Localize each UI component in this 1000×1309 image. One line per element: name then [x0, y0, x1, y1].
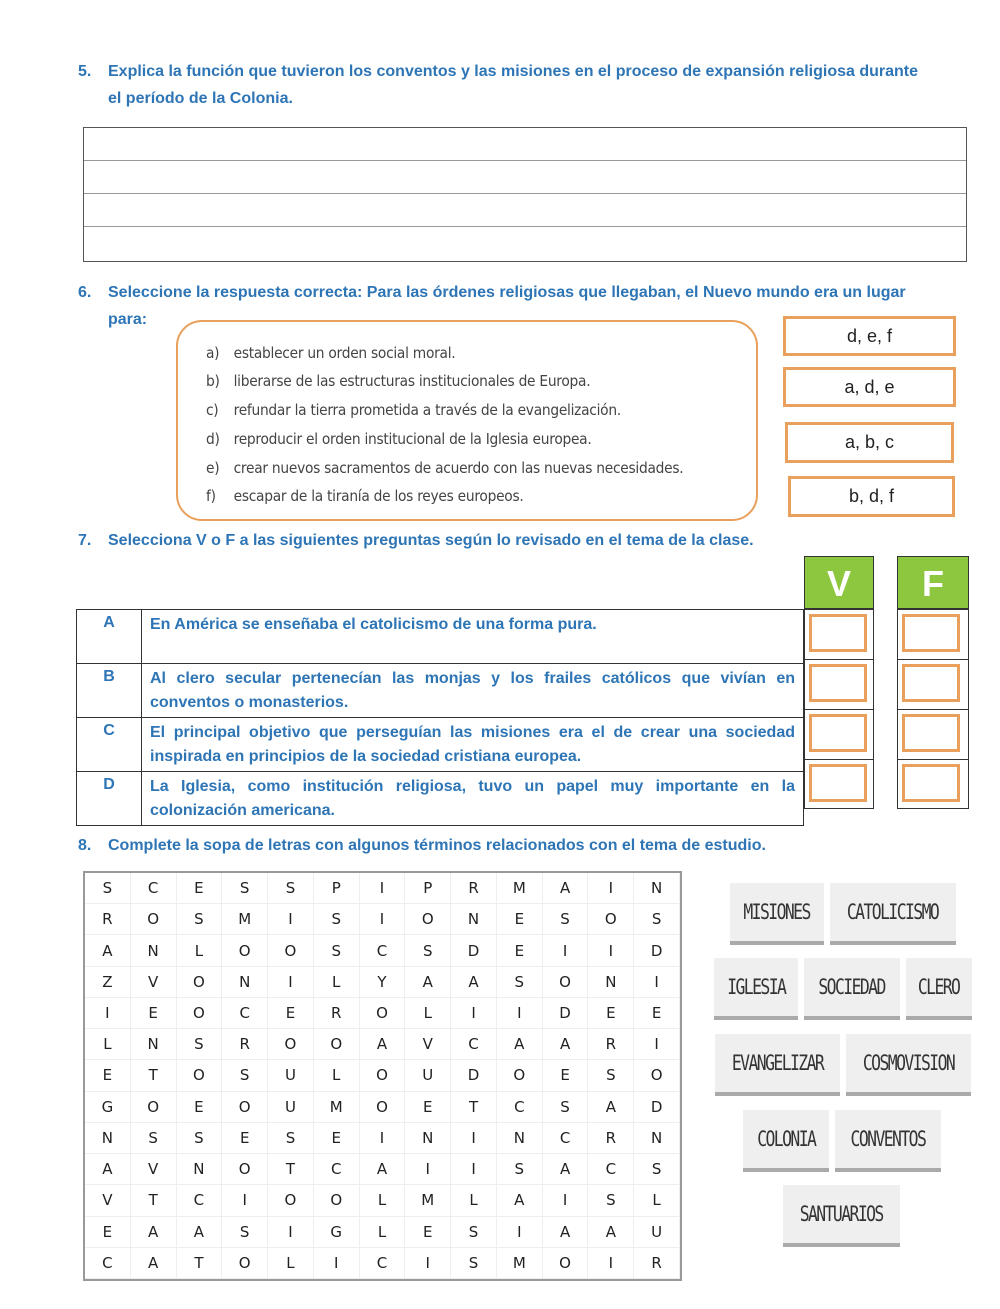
grid-letter[interactable]: C	[314, 1154, 360, 1185]
grid-letter[interactable]: L	[314, 967, 360, 998]
grid-letter[interactable]: I	[314, 1248, 360, 1279]
option-letter: b)	[206, 372, 220, 390]
grid-letter[interactable]: C	[451, 1029, 497, 1060]
grid-letter[interactable]: S	[634, 904, 680, 935]
true-column	[804, 609, 874, 809]
option-item	[206, 372, 590, 390]
grid-letter[interactable]: D	[634, 935, 680, 966]
grid-letter[interactable]: A	[405, 967, 451, 998]
option-text: crear nuevos sacramentos de acuerdo con las nuevas necesidades.	[233, 459, 684, 477]
true-checkbox[interactable]	[809, 664, 867, 702]
grid-letter[interactable]: G	[314, 1217, 360, 1248]
grid-letter[interactable]: V	[131, 1154, 177, 1185]
grid-letter[interactable]: L	[177, 935, 223, 966]
grid-letter[interactable]: L	[405, 998, 451, 1029]
grid-letter[interactable]: S	[634, 1154, 680, 1185]
answer-cell	[805, 709, 873, 759]
grid-letter[interactable]: T	[131, 1060, 177, 1091]
row-statement: El principal objetivo que perseguían las misiones era el de crear una sociedad inspirada en principios de la sociedad cristiana europea.	[142, 718, 804, 772]
grid-letter[interactable]: A	[497, 1029, 543, 1060]
option-letter: e)	[206, 459, 220, 477]
grid-letter[interactable]: S	[131, 1123, 177, 1154]
row-statement: En América se enseñaba el catolicismo de una forma pura.	[142, 610, 804, 664]
grid-letter[interactable]: A	[543, 1217, 589, 1248]
true-checkbox[interactable]	[809, 714, 867, 752]
row-letter: A	[77, 610, 142, 664]
answer-cell	[805, 759, 873, 809]
grid-letter[interactable]: D	[543, 998, 589, 1029]
grid-letter[interactable]: S	[177, 1029, 223, 1060]
question-7	[78, 527, 754, 554]
grid-letter[interactable]: G	[85, 1092, 131, 1123]
grid-letter[interactable]: E	[497, 935, 543, 966]
answer-cell	[805, 659, 873, 709]
grid-letter[interactable]: C	[85, 1248, 131, 1279]
grid-letter[interactable]: A	[131, 1248, 177, 1279]
grid-letter[interactable]: R	[222, 1029, 268, 1060]
question-text: Seleccione la respuesta correcta: Para las órdenes religiosas que llegaban, el Nuevo mundo era un lugar	[108, 284, 906, 301]
option-item	[206, 459, 683, 477]
grid-letter[interactable]: N	[634, 1123, 680, 1154]
word-bank-item[interactable]	[730, 883, 824, 945]
grid-letter[interactable]: N	[405, 1123, 451, 1154]
grid-letter[interactable]: E	[85, 1060, 131, 1091]
row-letter: D	[77, 772, 142, 826]
grid-letter[interactable]: I	[360, 904, 406, 935]
grid-letter[interactable]: A	[543, 1029, 589, 1060]
question-text: Selecciona V o F a las siguientes preguntas según lo revisado en el tema de la clase.	[108, 532, 754, 549]
grid-letter[interactable]: E	[314, 1123, 360, 1154]
table-row	[77, 610, 804, 664]
answer-cell	[805, 609, 873, 659]
word-label: SANTUARIOS	[799, 1202, 884, 1226]
grid-letter[interactable]: N	[131, 1029, 177, 1060]
grid-letter[interactable]: O	[314, 1029, 360, 1060]
question-number: 6.	[78, 284, 92, 301]
grid-letter[interactable]: O	[314, 1185, 360, 1216]
word-label: CATOLICISMO	[847, 900, 939, 924]
option-letter: a)	[206, 344, 220, 362]
grid-letter[interactable]: D	[634, 1092, 680, 1123]
option-letter: f)	[206, 487, 216, 505]
grid-letter[interactable]: S	[268, 873, 314, 904]
grid-letter[interactable]: R	[314, 998, 360, 1029]
true-header: V	[804, 556, 874, 609]
grid-letter[interactable]: P	[405, 873, 451, 904]
word-label: SOCIEDAD	[818, 975, 886, 999]
grid-letter[interactable]: L	[268, 1248, 314, 1279]
grid-letter[interactable]: I	[268, 1217, 314, 1248]
word-label: EVANGELIZAR	[731, 1051, 824, 1075]
grid-letter[interactable]: C	[497, 1092, 543, 1123]
grid-letter[interactable]: C	[177, 1185, 223, 1216]
answer-line[interactable]	[84, 227, 966, 260]
grid-letter[interactable]: O	[222, 935, 268, 966]
answer-line[interactable]	[84, 128, 966, 161]
grid-letter[interactable]: O	[222, 1154, 268, 1185]
option-letter: d)	[206, 430, 220, 448]
grid-letter[interactable]: I	[268, 967, 314, 998]
grid-letter[interactable]: U	[405, 1060, 451, 1091]
grid-letter[interactable]: S	[543, 904, 589, 935]
grid-letter[interactable]: A	[131, 1217, 177, 1248]
grid-letter[interactable]: I	[588, 873, 634, 904]
grid-letter[interactable]: D	[451, 1060, 497, 1091]
grid-letter[interactable]: O	[131, 1092, 177, 1123]
word-bank-item[interactable]	[835, 1110, 941, 1172]
grid-letter[interactable]: Z	[85, 967, 131, 998]
grid-letter[interactable]: I	[543, 1185, 589, 1216]
grid-letter[interactable]: A	[497, 1185, 543, 1216]
grid-letter[interactable]: O	[268, 935, 314, 966]
grid-letter[interactable]: E	[588, 998, 634, 1029]
answer-choice-button[interactable]: b, d, f	[788, 476, 955, 517]
grid-letter[interactable]: O	[588, 904, 634, 935]
grid-letter[interactable]: T	[268, 1154, 314, 1185]
grid-letter[interactable]: M	[222, 904, 268, 935]
grid-letter[interactable]: I	[85, 998, 131, 1029]
grid-letter[interactable]: E	[634, 998, 680, 1029]
grid-letter[interactable]: L	[360, 1217, 406, 1248]
grid-letter[interactable]: V	[405, 1029, 451, 1060]
grid-letter[interactable]: S	[497, 1154, 543, 1185]
grid-letter[interactable]: I	[405, 1248, 451, 1279]
grid-letter[interactable]: E	[405, 1217, 451, 1248]
grid-letter[interactable]: O	[634, 1060, 680, 1091]
grid-letter[interactable]: A	[543, 1154, 589, 1185]
grid-letter[interactable]: N	[451, 904, 497, 935]
answer-cell	[898, 659, 968, 709]
true-checkbox[interactable]	[809, 764, 867, 802]
grid-letter[interactable]: E	[131, 998, 177, 1029]
word-bank-item[interactable]	[830, 883, 956, 945]
grid-letter[interactable]: I	[588, 1248, 634, 1279]
grid-letter[interactable]: C	[588, 1154, 634, 1185]
grid-letter[interactable]: C	[131, 873, 177, 904]
word-bank-item[interactable]	[714, 958, 798, 1020]
grid-letter[interactable]: O	[360, 998, 406, 1029]
grid-letter[interactable]: R	[634, 1248, 680, 1279]
grid-letter[interactable]: O	[222, 1248, 268, 1279]
grid-letter[interactable]: L	[314, 1060, 360, 1091]
word-bank-item[interactable]	[783, 1185, 900, 1247]
grid-letter[interactable]: I	[497, 998, 543, 1029]
grid-letter[interactable]: R	[85, 904, 131, 935]
grid-letter[interactable]: S	[177, 1123, 223, 1154]
grid-letter[interactable]: O	[543, 1248, 589, 1279]
question-text-continued: el período de la Colonia.	[108, 90, 293, 107]
grid-letter[interactable]: S	[222, 873, 268, 904]
grid-letter[interactable]: O	[177, 998, 223, 1029]
grid-letter[interactable]: A	[451, 967, 497, 998]
answer-cell	[898, 609, 968, 659]
grid-letter[interactable]: I	[588, 935, 634, 966]
grid-letter[interactable]: U	[634, 1217, 680, 1248]
grid-letter[interactable]: P	[314, 873, 360, 904]
option-item	[206, 344, 455, 362]
grid-letter[interactable]: E	[177, 873, 223, 904]
question-number: 5.	[78, 63, 92, 80]
word-bank-item[interactable]	[846, 1034, 971, 1096]
grid-letter[interactable]: C	[360, 1248, 406, 1279]
word-label: CLERO	[918, 975, 960, 999]
grid-letter[interactable]: N	[588, 967, 634, 998]
false-checkbox[interactable]	[902, 664, 960, 702]
grid-letter[interactable]: O	[222, 1092, 268, 1123]
table-row	[77, 664, 804, 718]
grid-letter[interactable]: O	[177, 1060, 223, 1091]
grid-letter[interactable]: I	[451, 1123, 497, 1154]
grid-letter[interactable]: C	[222, 998, 268, 1029]
grid-letter[interactable]: D	[451, 935, 497, 966]
word-label: COLONIA	[756, 1127, 816, 1151]
grid-letter[interactable]: A	[177, 1217, 223, 1248]
grid-letter[interactable]: O	[497, 1060, 543, 1091]
grid-letter[interactable]: S	[314, 935, 360, 966]
question-text: Explica la función que tuvieron los conventos y las misiones en el proceso de expansión religiosa durante	[108, 63, 918, 80]
grid-letter[interactable]: E	[497, 904, 543, 935]
question-text-continued: para:	[108, 311, 148, 328]
grid-letter[interactable]: S	[85, 873, 131, 904]
answer-choice-button[interactable]: d, e, f	[783, 316, 956, 356]
word-bank-item[interactable]	[743, 1110, 829, 1172]
answer-lines[interactable]	[83, 127, 967, 262]
word-search-grid[interactable]	[83, 871, 682, 1281]
option-text: establecer un orden social moral.	[233, 344, 456, 362]
grid-letter[interactable]: I	[360, 1123, 406, 1154]
false-checkbox[interactable]	[902, 764, 960, 802]
grid-letter[interactable]: S	[497, 967, 543, 998]
option-item	[206, 430, 591, 448]
question-5	[78, 58, 973, 112]
grid-letter[interactable]: S	[451, 1217, 497, 1248]
question-text: Complete la sopa de letras con algunos términos relacionados con el tema de estudio.	[108, 837, 766, 854]
grid-letter[interactable]: S	[222, 1060, 268, 1091]
grid-letter[interactable]: A	[360, 1029, 406, 1060]
grid-letter[interactable]: L	[634, 1185, 680, 1216]
grid-letter[interactable]: S	[268, 1123, 314, 1154]
grid-letter[interactable]: C	[543, 1123, 589, 1154]
question-8	[78, 832, 766, 859]
grid-letter[interactable]: E	[85, 1217, 131, 1248]
word-label: MISIONES	[743, 900, 811, 924]
false-column	[897, 609, 969, 809]
grid-letter[interactable]: I	[634, 1029, 680, 1060]
grid-letter[interactable]: N	[131, 935, 177, 966]
grid-letter[interactable]: U	[268, 1092, 314, 1123]
grid-letter[interactable]: S	[177, 904, 223, 935]
grid-letter[interactable]: O	[543, 967, 589, 998]
row-statement: Al clero secular pertenecían las monjas y los frailes católicos que vivían en conventos o monasterios.	[142, 664, 804, 718]
true-false-table	[76, 609, 804, 826]
answer-cell	[898, 709, 968, 759]
grid-letter[interactable]: R	[588, 1029, 634, 1060]
row-letter: B	[77, 664, 142, 718]
answer-choice-button[interactable]: a, b, c	[785, 422, 954, 463]
option-text: escapar de la tiranía de los reyes europeos.	[233, 487, 524, 505]
grid-letter[interactable]: M	[314, 1092, 360, 1123]
option-letter: c)	[206, 401, 219, 419]
question-number: 8.	[78, 837, 92, 854]
grid-letter[interactable]: N	[177, 1154, 223, 1185]
grid-letter[interactable]: O	[268, 1185, 314, 1216]
word-label: CONVENTOS	[850, 1127, 926, 1151]
grid-letter[interactable]: O	[405, 904, 451, 935]
grid-letter[interactable]: T	[131, 1185, 177, 1216]
word-label: IGLESIA	[726, 975, 786, 999]
question-number: 7.	[78, 532, 92, 549]
grid-letter[interactable]: I	[405, 1154, 451, 1185]
grid-letter[interactable]: S	[451, 1248, 497, 1279]
word-label: COSMOVISION	[862, 1051, 955, 1075]
grid-letter[interactable]: M	[497, 873, 543, 904]
grid-letter[interactable]: A	[85, 935, 131, 966]
grid-letter[interactable]: O	[360, 1060, 406, 1091]
grid-letter[interactable]: S	[405, 935, 451, 966]
grid-letter[interactable]: E	[268, 998, 314, 1029]
table-row	[77, 718, 804, 772]
table-row	[77, 772, 804, 826]
option-text: liberarse de las estructuras institucionales de Europa.	[233, 372, 591, 390]
grid-letter[interactable]: E	[543, 1060, 589, 1091]
grid-letter[interactable]: M	[497, 1248, 543, 1279]
grid-letter[interactable]: S	[588, 1060, 634, 1091]
grid-letter[interactable]: O	[360, 1092, 406, 1123]
grid-letter[interactable]: L	[451, 1185, 497, 1216]
grid-letter[interactable]: I	[268, 904, 314, 935]
word-bank-item[interactable]	[804, 958, 900, 1020]
grid-letter[interactable]: I	[222, 1185, 268, 1216]
grid-letter[interactable]: A	[588, 1217, 634, 1248]
grid-letter[interactable]: M	[405, 1185, 451, 1216]
grid-letter[interactable]: R	[451, 873, 497, 904]
grid-letter[interactable]: A	[543, 873, 589, 904]
grid-letter[interactable]: S	[588, 1185, 634, 1216]
word-bank-item[interactable]	[906, 958, 972, 1020]
grid-letter[interactable]: C	[360, 935, 406, 966]
grid-letter[interactable]: Y	[360, 967, 406, 998]
grid-letter[interactable]: T	[177, 1248, 223, 1279]
row-letter: C	[77, 718, 142, 772]
grid-letter[interactable]: S	[222, 1217, 268, 1248]
grid-letter[interactable]: T	[451, 1092, 497, 1123]
option-text: refundar la tierra prometida a través de la evangelización.	[233, 401, 621, 419]
true-checkbox[interactable]	[809, 614, 867, 652]
grid-letter[interactable]: I	[634, 967, 680, 998]
grid-letter[interactable]: A	[360, 1154, 406, 1185]
grid-letter[interactable]: N	[222, 967, 268, 998]
false-checkbox[interactable]	[902, 714, 960, 752]
grid-letter[interactable]: N	[85, 1123, 131, 1154]
answer-line[interactable]	[84, 161, 966, 194]
grid-letter[interactable]: I	[497, 1217, 543, 1248]
grid-letter[interactable]: A	[85, 1154, 131, 1185]
grid-letter[interactable]: S	[314, 904, 360, 935]
grid-letter[interactable]: U	[268, 1060, 314, 1091]
grid-letter[interactable]: O	[177, 967, 223, 998]
grid-letter[interactable]: E	[222, 1123, 268, 1154]
grid-letter[interactable]: E	[177, 1092, 223, 1123]
false-header: F	[897, 556, 969, 609]
grid-letter[interactable]: I	[543, 935, 589, 966]
option-item	[206, 487, 523, 505]
option-text: reproducir el orden institucional de la Iglesia europea.	[233, 430, 592, 448]
grid-letter[interactable]: I	[360, 873, 406, 904]
option-item	[206, 401, 621, 419]
answer-line[interactable]	[84, 194, 966, 227]
grid-letter[interactable]: V	[85, 1185, 131, 1216]
grid-letter[interactable]: V	[131, 967, 177, 998]
grid-letter[interactable]: S	[543, 1092, 589, 1123]
false-checkbox[interactable]	[902, 614, 960, 652]
grid-letter[interactable]: O	[131, 904, 177, 935]
grid-letter[interactable]: L	[360, 1185, 406, 1216]
grid-letter[interactable]: I	[451, 1154, 497, 1185]
answer-cell	[898, 759, 968, 809]
grid-letter[interactable]: A	[588, 1092, 634, 1123]
word-bank-item[interactable]	[715, 1034, 840, 1096]
answer-choice-button[interactable]: a, d, e	[783, 367, 956, 407]
grid-letter[interactable]: N	[634, 873, 680, 904]
grid-letter[interactable]: E	[405, 1092, 451, 1123]
row-statement: La Iglesia, como institución religiosa, tuvo un papel muy importante en la colonización americana.	[142, 772, 804, 826]
grid-letter[interactable]: O	[268, 1029, 314, 1060]
grid-letter[interactable]: N	[497, 1123, 543, 1154]
grid-letter[interactable]: L	[85, 1029, 131, 1060]
grid-letter[interactable]: I	[451, 998, 497, 1029]
grid-letter[interactable]: R	[588, 1123, 634, 1154]
options-box	[176, 320, 758, 521]
